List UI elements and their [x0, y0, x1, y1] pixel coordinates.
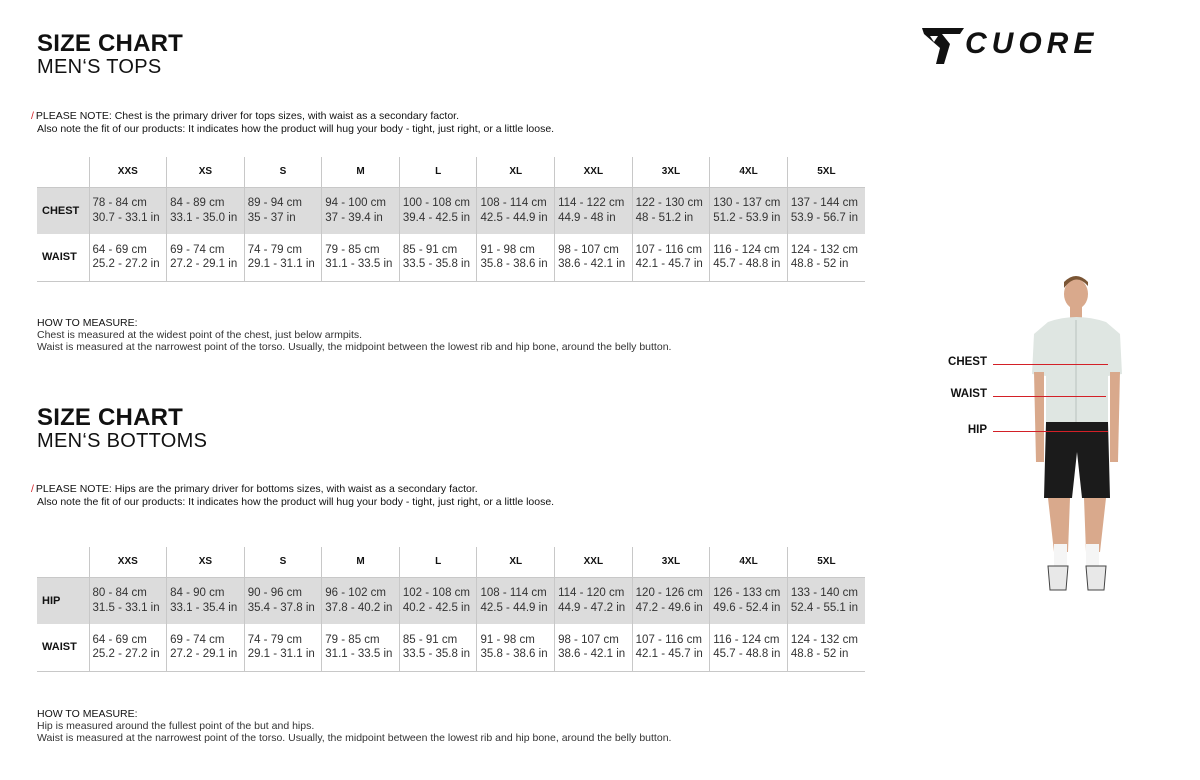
measure-line: Waist is measured at the narrowest point of the torso. Usually, the midpoint between the lowest rib and hip bone, around the belly button.: [37, 341, 672, 353]
bottoms-waist-row: [37, 624, 865, 671]
table-cell: 85 - 91 cm 33.5 - 35.8 in: [399, 624, 477, 671]
tops-note-line1: PLEASE NOTE: Chest is the primary driver for tops sizes, with waist as a secondary factor.: [35, 110, 459, 122]
table-cell: 64 - 69 cm 25.2 - 27.2 in: [89, 234, 167, 281]
size-header: 3XL: [632, 157, 710, 187]
bottoms-note-line1: PLEASE NOTE: Hips are the primary driver for bottoms sizes, with waist as a secondary factor.: [35, 483, 478, 495]
table-cell: 122 - 130 cm 48 - 51.2 in: [632, 187, 710, 234]
table-cell: 108 - 114 cm 42.5 - 44.9 in: [477, 187, 555, 234]
chest-label: CHEST: [948, 356, 987, 368]
size-header: S: [244, 547, 322, 577]
table-cell: 126 - 133 cm 49.6 - 52.4 in: [710, 577, 788, 624]
size-header: XXS: [89, 157, 167, 187]
tops-note: [31, 110, 554, 136]
table-cell: 80 - 84 cm 31.5 - 33.1 in: [89, 577, 167, 624]
hip-label: HIP: [967, 424, 987, 436]
bottoms-note-line2: Also note the fit of our products: It indicates how the product will hug your body - tight, just right, or a little loose.: [37, 496, 555, 508]
size-header: XS: [167, 157, 245, 187]
table-cell: 64 - 69 cm 25.2 - 27.2 in: [89, 624, 167, 671]
bottoms-header-row: [37, 547, 865, 577]
row-label: CHEST: [37, 187, 89, 234]
size-header: L: [399, 157, 477, 187]
table-cell: 69 - 74 cm 27.2 - 29.1 in: [167, 234, 245, 281]
chest-line: [993, 364, 1108, 365]
size-header: XXS: [89, 547, 167, 577]
tops-size-table: [37, 157, 865, 282]
table-cell: 90 - 96 cm 35.4 - 37.8 in: [244, 577, 322, 624]
brand-logo-text: CUORE: [965, 27, 1099, 60]
table-cell: 130 - 137 cm 51.2 - 53.9 in: [710, 187, 788, 234]
note-slash: /: [31, 483, 34, 495]
waist-label: WAIST: [950, 388, 987, 400]
table-cell: 91 - 98 cm 35.8 - 38.6 in: [477, 624, 555, 671]
size-header: XL: [477, 157, 555, 187]
measure-line: Chest is measured at the widest point of the chest, just below armpits.: [37, 329, 363, 341]
table-cell: 84 - 90 cm 33.1 - 35.4 in: [167, 577, 245, 624]
size-header: M: [322, 547, 400, 577]
table-cell: 114 - 122 cm 44.9 - 48 in: [555, 187, 633, 234]
size-header: L: [399, 547, 477, 577]
measure-line: Waist is measured at the narrowest point of the torso. Usually, the midpoint between the lowest rib and hip bone, around the belly button.: [37, 732, 672, 744]
corner-cell: [37, 547, 89, 577]
bottoms-hip-row: [37, 577, 865, 624]
bottoms-how-to-measure: [37, 708, 671, 744]
row-label: HIP: [37, 577, 89, 624]
size-header: XL: [477, 547, 555, 577]
table-cell: 74 - 79 cm 29.1 - 31.1 in: [244, 624, 322, 671]
tops-chest-row: [37, 187, 865, 234]
table-cell: 102 - 108 cm 40.2 - 42.5 in: [399, 577, 477, 624]
table-cell: 124 - 132 cm 48.8 - 52 in: [787, 624, 865, 671]
table-cell: 116 - 124 cm 45.7 - 48.8 in: [710, 234, 788, 281]
table-cell: 91 - 98 cm 35.8 - 38.6 in: [477, 234, 555, 281]
table-cell: 107 - 116 cm 42.1 - 45.7 in: [632, 624, 710, 671]
table-cell: 74 - 79 cm 29.1 - 31.1 in: [244, 234, 322, 281]
size-header: S: [244, 157, 322, 187]
size-header: M: [322, 157, 400, 187]
table-cell: 120 - 126 cm 47.2 - 49.6 in: [632, 577, 710, 624]
tops-note-line2: Also note the fit of our products: It indicates how the product will hug your body - tight, just right, or a little loose.: [37, 123, 555, 135]
bottoms-subtitle: MEN‘S BOTTOMS: [37, 430, 208, 452]
size-header: 3XL: [632, 547, 710, 577]
table-cell: 85 - 91 cm 33.5 - 35.8 in: [399, 234, 477, 281]
table-cell: 98 - 107 cm 38.6 - 42.1 in: [555, 624, 633, 671]
tops-header-row: [37, 157, 865, 187]
table-cell: 124 - 132 cm 48.8 - 52 in: [787, 234, 865, 281]
table-cell: 69 - 74 cm 27.2 - 29.1 in: [167, 624, 245, 671]
table-cell: 96 - 102 cm 37.8 - 40.2 in: [322, 577, 400, 624]
row-label: WAIST: [37, 624, 89, 671]
bottoms-note: [31, 483, 554, 509]
size-header: XS: [167, 547, 245, 577]
hip-line: [993, 431, 1108, 432]
corner-cell: [37, 157, 89, 187]
size-header: 4XL: [710, 547, 788, 577]
bottoms-title: SIZE CHART: [37, 404, 183, 431]
tops-subtitle: MEN‘S TOPS: [37, 56, 162, 78]
bottoms-size-table: [37, 547, 865, 672]
tops-how-to-measure: [37, 317, 671, 353]
measure-heading: HOW TO MEASURE:: [37, 708, 138, 720]
table-cell: 89 - 94 cm 35 - 37 in: [244, 187, 322, 234]
table-cell: 100 - 108 cm 39.4 - 42.5 in: [399, 187, 477, 234]
table-cell: 79 - 85 cm 31.1 - 33.5 in: [322, 624, 400, 671]
table-cell: 107 - 116 cm 42.1 - 45.7 in: [632, 234, 710, 281]
row-label: WAIST: [37, 234, 89, 281]
table-cell: 78 - 84 cm 30.7 - 33.1 in: [89, 187, 167, 234]
table-cell: 133 - 140 cm 52.4 - 55.1 in: [787, 577, 865, 624]
waist-line: [993, 396, 1106, 397]
tops-title: SIZE CHART: [37, 30, 183, 57]
table-cell: 137 - 144 cm 53.9 - 56.7 in: [787, 187, 865, 234]
model-figure-icon: [1028, 272, 1138, 602]
tops-waist-row: [37, 234, 865, 281]
note-slash: /: [31, 110, 34, 122]
table-cell: 84 - 89 cm 33.1 - 35.0 in: [167, 187, 245, 234]
table-cell: 98 - 107 cm 38.6 - 42.1 in: [555, 234, 633, 281]
size-header: 5XL: [787, 547, 865, 577]
size-header: 4XL: [710, 157, 788, 187]
table-cell: 79 - 85 cm 31.1 - 33.5 in: [322, 234, 400, 281]
table-cell: 114 - 120 cm 44.9 - 47.2 in: [555, 577, 633, 624]
table-cell: 108 - 114 cm 42.5 - 44.9 in: [477, 577, 555, 624]
size-header: XXL: [555, 547, 633, 577]
measure-line: Hip is measured around the fullest point of the but and hips.: [37, 720, 315, 732]
table-cell: 94 - 100 cm 37 - 39.4 in: [322, 187, 400, 234]
size-header: 5XL: [787, 157, 865, 187]
measure-heading: HOW TO MEASURE:: [37, 317, 138, 329]
table-cell: 116 - 124 cm 45.7 - 48.8 in: [710, 624, 788, 671]
size-header: XXL: [555, 157, 633, 187]
